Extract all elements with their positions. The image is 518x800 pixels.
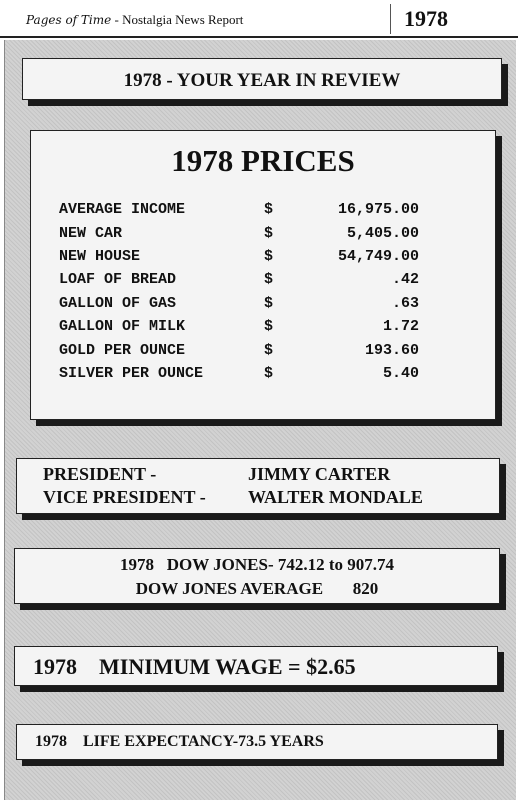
price-currency: $: [264, 342, 274, 359]
leader-name: WALTER MONDALE: [248, 487, 423, 507]
leader-role: PRESIDENT -: [43, 464, 157, 484]
price-label: NEW CAR: [59, 225, 123, 242]
price-currency: $: [264, 318, 274, 335]
price-amount: 5.40: [382, 365, 419, 382]
price-currency: $: [264, 295, 274, 312]
header-year: 1978: [404, 6, 448, 31]
dow-average-line: DOW JONES AVERAGE 820: [135, 579, 379, 598]
prices-box: [30, 130, 496, 420]
price-amount: 1.72: [382, 318, 419, 335]
brand-line: [26, 12, 243, 28]
price-amount: 54,749.00: [337, 248, 419, 265]
price-label: AVERAGE INCOME: [59, 201, 186, 218]
header-divider: [390, 4, 391, 34]
leader-name: JIMMY CARTER: [248, 464, 391, 484]
price-currency: $: [264, 248, 274, 265]
price-label: SILVER PER OUNCE: [59, 365, 204, 382]
price-label: NEW HOUSE: [59, 248, 141, 265]
dow-jones-box: [14, 548, 500, 604]
price-amount: 193.60: [364, 342, 419, 359]
price-currency: $: [264, 201, 274, 218]
price-amount: .63: [391, 295, 419, 312]
report-header: [0, 0, 518, 38]
brand-name: Pages of Time: [26, 13, 112, 27]
price-amount: 5,405.00: [346, 225, 419, 242]
leader-role: VICE PRESIDENT -: [43, 487, 206, 507]
price-label: GOLD PER OUNCE: [59, 342, 186, 359]
life-expectancy-box: [16, 724, 498, 760]
price-label: LOAF OF BREAD: [59, 271, 177, 288]
leaders-box: [16, 458, 500, 514]
price-label: GALLON OF MILK: [59, 318, 186, 335]
life-expectancy-text: 1978 LIFE EXPECTANCY-73.5 YEARS: [35, 733, 324, 750]
price-currency: $: [264, 271, 274, 288]
brand-subtitle: - Nostalgia News Report: [111, 12, 244, 27]
dow-range-line: 1978 DOW JONES- 742.12 to 907.74: [119, 555, 395, 574]
prices-heading: 1978 PRICES: [171, 143, 355, 178]
price-amount: 16,975.00: [337, 201, 419, 218]
title-box: [22, 58, 502, 100]
price-currency: $: [264, 365, 274, 382]
price-currency: $: [264, 225, 274, 242]
page-title: 1978 - YOUR YEAR IN REVIEW: [123, 70, 401, 91]
price-amount: .42: [391, 271, 419, 288]
minimum-wage-text: 1978 MINIMUM WAGE = $2.65: [33, 654, 356, 679]
price-label: GALLON OF GAS: [59, 295, 177, 312]
minimum-wage-box: [14, 646, 498, 686]
